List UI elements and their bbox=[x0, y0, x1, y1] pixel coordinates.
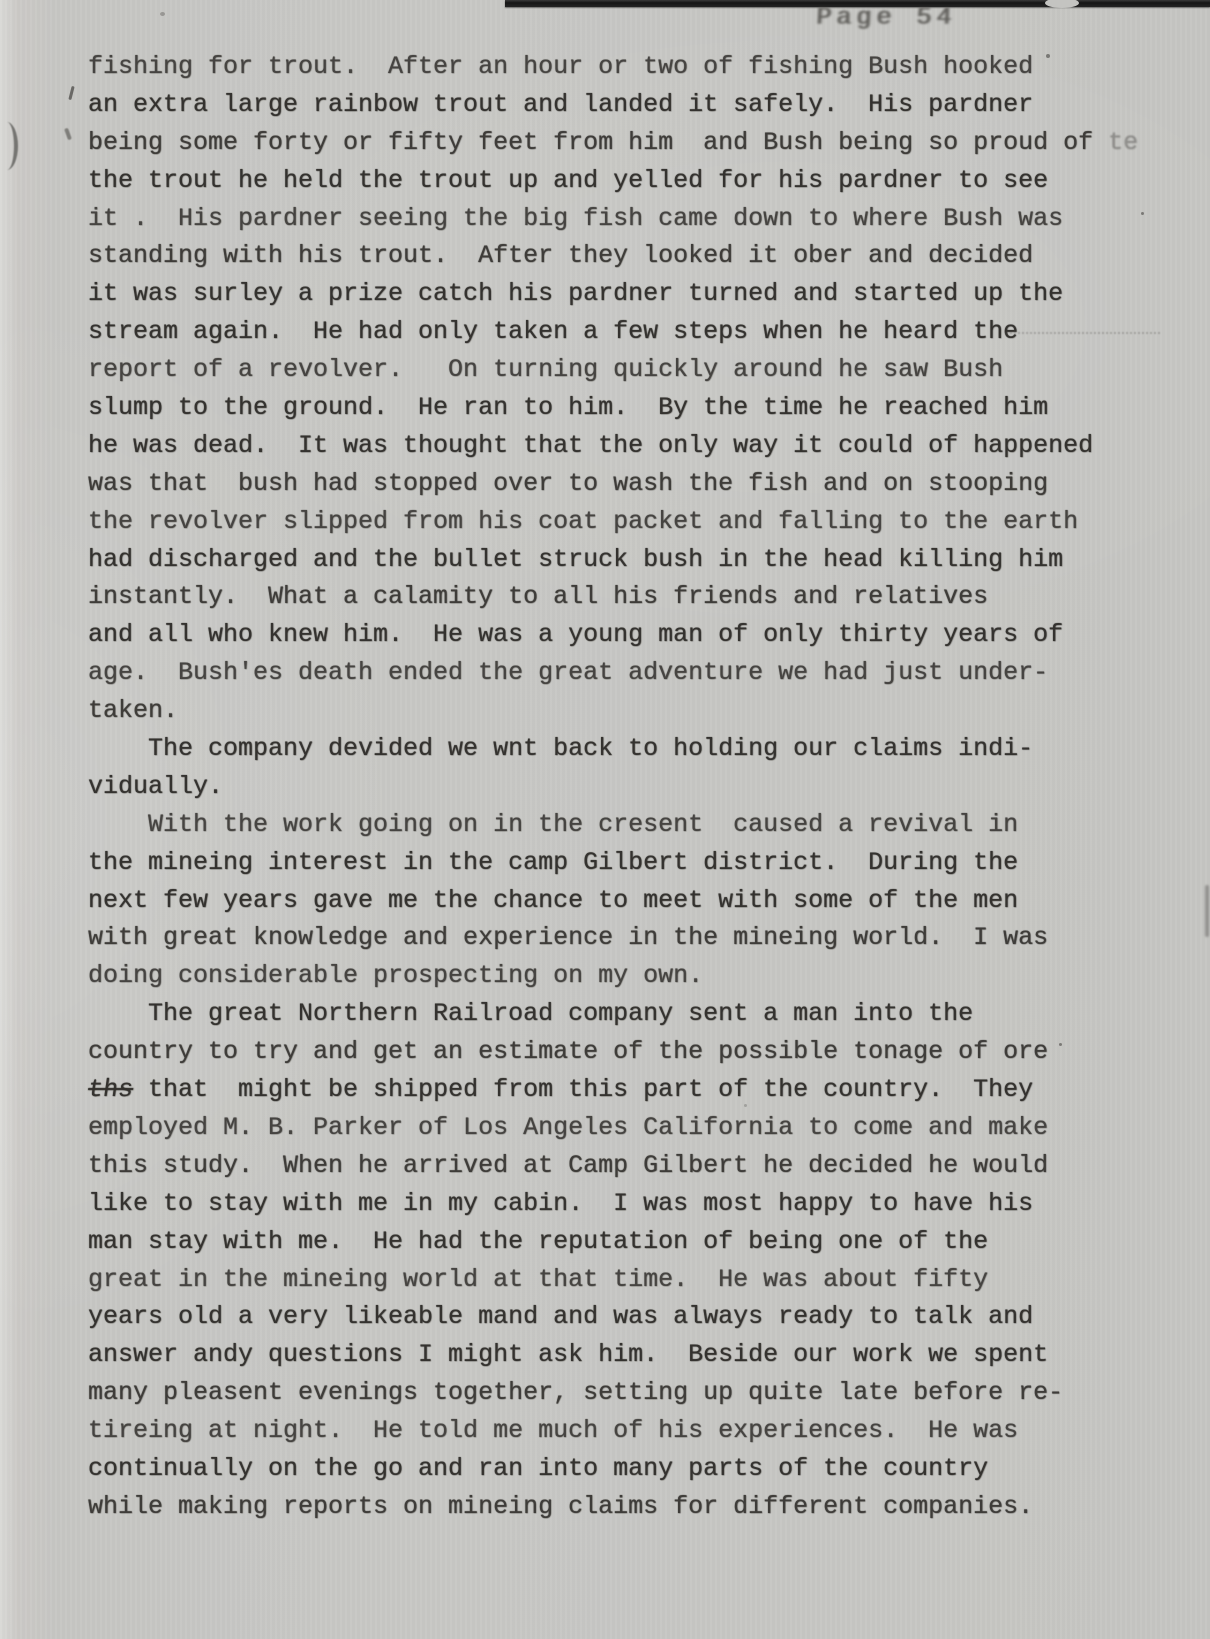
text-line: the trout he held the trout up and yelled for his pardner to see bbox=[88, 165, 1049, 195]
text-line: age. Bush'es death ended the great adventure we had just under- bbox=[88, 658, 1049, 688]
typewritten-text-block bbox=[88, 48, 1138, 1526]
scan-artifact-paren bbox=[0, 122, 18, 170]
scan-speckle bbox=[1059, 1043, 1062, 1046]
text-line: With the work going on in the cresent caused a revival in bbox=[88, 809, 1019, 839]
text-line: great in the mineing world at that time. He was about fifty bbox=[88, 1264, 989, 1294]
text-line: many pleasent evenings together, setting up quite late before re- bbox=[88, 1378, 1064, 1408]
text-line: like to stay with me in my cabin. I was most happy to have his bbox=[88, 1188, 1034, 1218]
text-line: being some forty or fifty feet from him and Bush being so proud of te bbox=[88, 127, 1139, 157]
text-line: The company devided we wnt back to holding our claims indi- bbox=[88, 734, 1034, 764]
text-line: slump to the ground. He ran to him. By the time he reached him bbox=[88, 393, 1049, 423]
scan-artifact-tick bbox=[68, 86, 74, 100]
scan-speckle bbox=[160, 12, 165, 16]
scan-artifact-dotted-line bbox=[1005, 332, 1160, 334]
text-line: The great Northern Railroad company sent a man into the bbox=[88, 999, 974, 1029]
text-line: this study. When he arrived at Camp Gilbert he decided he would bbox=[88, 1150, 1049, 1180]
text-line: vidually. bbox=[88, 771, 224, 801]
text-line: employed M. B. Parker of Los Angeles California to come and make bbox=[88, 1112, 1049, 1142]
text-line: while making reports on mineing claims for different companies. bbox=[88, 1491, 1034, 1521]
scan-speckle bbox=[1046, 54, 1050, 58]
text-line: taken. bbox=[88, 696, 179, 726]
text-line: was that bush had stopped over to wash the fish and on stooping bbox=[88, 468, 1049, 498]
text-line: the mineing interest in the camp Gilbert district. During the bbox=[88, 847, 1019, 877]
text-line: man stay with me. He had the reputation of being one of the bbox=[88, 1226, 989, 1256]
text-line: instantly. What a calamity to all his friends and relatives bbox=[88, 582, 989, 612]
text-line: ths that might be shipped from this part of the country. They bbox=[88, 1071, 1138, 1109]
scan-speckle bbox=[744, 1104, 747, 1107]
text-line: report of a revolver. On turning quickly around he saw Bush bbox=[88, 355, 1004, 385]
text-line: fishing for trout. After an hour or two of fishing Bush hooked bbox=[88, 52, 1034, 81]
scan-edge-notch bbox=[1045, 0, 1079, 8]
text-line: and all who knew him. He was a young man of only thirty years of bbox=[88, 620, 1064, 650]
text-line: had discharged and the bullet struck bush in the head killing him bbox=[88, 544, 1064, 574]
text-line: tireing at night. He told me much of his experiences. He was bbox=[88, 1416, 1019, 1446]
text-line: with great knowledge and experience in the mineing world. I was bbox=[88, 923, 1049, 953]
text-line: continually on the go and ran into many parts of the country bbox=[88, 1453, 989, 1483]
scan-speckle bbox=[1141, 212, 1144, 215]
text-line: it . His pardner seeing the big fish came down to where Bush was bbox=[88, 203, 1064, 233]
text-line: the revolver slipped from his coat packet and falling to the earth bbox=[88, 506, 1079, 536]
text-line: stream again. He had only taken a few steps when he heard the bbox=[88, 317, 1019, 347]
faded-text: te bbox=[1108, 127, 1139, 157]
text-line: next few years gave me the chance to meet with some of the men bbox=[88, 885, 1019, 915]
text-line: answer andy questions I might ask him. Beside our work we spent bbox=[88, 1340, 1049, 1370]
page-number: Page 54 bbox=[815, 3, 957, 32]
text-line: years old a very likeable mand and was always ready to talk and bbox=[88, 1302, 1034, 1332]
scan-artifact-tick bbox=[64, 128, 72, 141]
text-line: standing with his trout. After they looked it ober and decided bbox=[88, 241, 1034, 271]
strikethrough-text: ths bbox=[86, 1075, 136, 1105]
text-line: doing considerable prospecting on my own. bbox=[88, 961, 704, 991]
text-line: it was surley a prize catch his pardner turned and started up the bbox=[88, 279, 1064, 309]
scan-artifact-edge-mark bbox=[1205, 885, 1209, 937]
text-line: he was dead. It was thought that the only way it could of happened bbox=[88, 430, 1094, 460]
text-line: an extra large rainbow trout and landed it safely. His pardner bbox=[88, 89, 1034, 119]
text-line: country to try and get an estimate of the possible tonage of ore bbox=[88, 1037, 1049, 1067]
